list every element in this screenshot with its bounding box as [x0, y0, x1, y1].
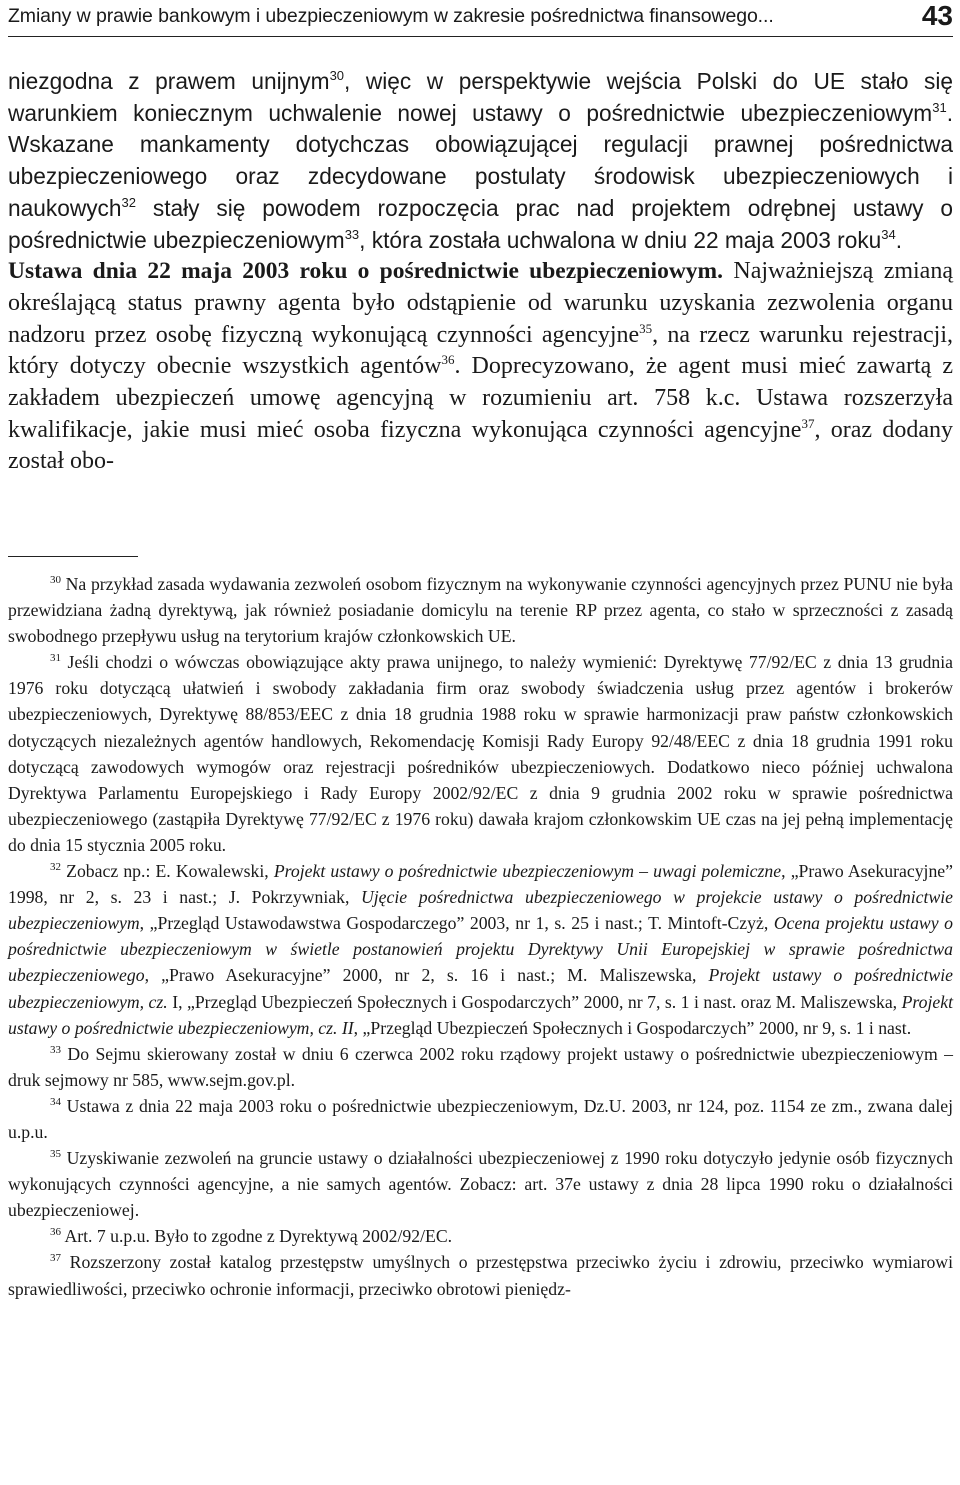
running-title: Zmiany w prawie bankowym i ubezpieczeniowym w zakresie pośrednictwa finansowego... — [8, 5, 774, 27]
footnote-number: 30 — [50, 574, 61, 586]
cited-title: Ujęcie pośrednictwa ubezpieczeniowego w projekcie ustawy o pośrednictwie ubezpieczeniowym — [8, 887, 954, 934]
footnote-text: Na przykład zasada wydawania zezwoleń osobom fizycznym na wykonywanie czynności agencyjnych przez PUNU nie była przewidziana żadną dyrektywą, jak również posiadanie domicylu na terenie RP przez agenta, co stało w sprzeczności z zasadą swobodnego przepływu usług na terytorium krajów członkowskich UE. — [8, 574, 953, 647]
footnote-35 — [8, 1145, 953, 1223]
text-run: , która została uchwalona w dniu 22 maja 2003 roku — [359, 226, 882, 253]
page-number: 43 — [921, 0, 953, 31]
footnote-32 — [8, 858, 953, 1041]
footnote-number: 37 — [50, 1252, 61, 1265]
footnote-text: Jeśli chodzi o wówczas obowiązujące akty prawa unijnego, to należy wymienić: Dyrektywę 77/92/EC z dnia 13 grudnia 1976 roku dotyczącą ułatwień i swobody zakładania firm oraz swobody świadczenia usług przez agentów i brokerów ubezpieczeniowych, Dyrektywę 88/853/EEC z dnia 18 grudnia 1988 roku w sprawie harmonizacji praw państw członkowskich dotyczących niezależnych agentów handlowych, Rekomendację Komisji Rady Europy 92/48/EEC z dnia 18 grudnia 1991 roku dotyczącą zawodowych wymogów oraz rejestracji pośredników ubezpieczeniowych. Dodatkowo nieco później uchwalona Dyrektywa Parlamentu Europejskiego i Rady Europy 2002/92/EC z dnia 9 grudnia 2002 roku w sprawie pośrednictwa ubezpieczeniowego (zastąpiła Dyrektywę 77/92/EC z 1976 roku) dawała krajom członkowskim UE czas na jej pełną implementację do dnia 15 stycznia 2005 roku. — [8, 652, 953, 855]
footnote-ref-36[interactable]: 36 — [441, 352, 455, 368]
footnote-text: Zobacz np.: E. Kowalewski, — [61, 861, 274, 882]
footnote-ref-31[interactable]: 31 — [932, 99, 947, 115]
main-text — [8, 66, 953, 478]
text-run: . Doprecyzowano, że agent musi mieć zawartą z zakładem ubezpieczeń umowę agencyjną w rozumieniu art. 758 k.c. Ustawa rozszerzyła kwalifikacje, jakie musi mieć osoba fizyczna wykonująca czynności agencyjne — [8, 353, 953, 443]
footnote-text: Ustawa z dnia 22 maja 2003 roku o pośrednictwie ubezpieczeniowym, Dz.U. 2003, nr 124, poz. 1154 ze zm., zwana dalej u.p.u. — [8, 1095, 953, 1142]
document-page — [8, 0, 953, 1485]
cited-title: Projekt ustawy o pośrednictwie ubezpieczeniowym, cz. — [8, 965, 953, 1012]
footnote-text: , „Przegląd Ustawodawstwa Gospodarczego” 2003, nr 1, s. 25 i nast.; T. Mintoft-Czyż, — [139, 913, 774, 934]
footnote-36 — [8, 1223, 953, 1249]
footnotes — [8, 571, 953, 1302]
footnote-ref-33[interactable]: 33 — [344, 226, 360, 242]
text-run: Najważniejszą zmianą określającą status prawny agenta było odstąpienie od warunku uzyskania zezwolenia organu nadzoru przez osobę fizyczną wykonującą czynności agencyjne — [8, 258, 953, 348]
footnote-separator — [8, 556, 138, 557]
text-run: stały się powodem rozpoczęcia prac nad projektem odrębnej ustawy o pośrednictwie ubezpieczeniowym — [8, 194, 953, 253]
footnote-ref-34[interactable]: 34 — [881, 226, 896, 242]
footnote-text: Rozszerzony został katalog przestępstw umyślnych o przestępstwa przeciwko życiu i zdrowiu, przeciwko wymiarowi sprawiedliwości, przeciwko ochronie informacji, przeciwko obrotowi pieniędz- — [8, 1252, 953, 1299]
footnote-ref-37[interactable]: 37 — [801, 415, 815, 431]
footnote-number: 34 — [50, 1095, 61, 1108]
footnote-ref-32[interactable]: 32 — [121, 194, 136, 210]
footnote-37 — [8, 1249, 953, 1301]
footnote-text: , „Prawo Asekuracyjne” 2000, nr 2, s. 16 i nast.; M. Maliszewska, — [144, 965, 709, 986]
footnote-number: 32 — [50, 861, 61, 874]
footnote-ref-35[interactable]: 35 — [639, 320, 653, 336]
section-heading: Ustawa dnia 22 maja 2003 roku o pośrednictwie ubezpieczeniowym. — [8, 258, 724, 285]
footnote-30 — [8, 571, 953, 649]
footnote-number: 31 — [50, 652, 61, 665]
paragraph-1 — [8, 66, 953, 256]
cited-title: Projekt ustawy o pośrednictwie ubezpieczeniowym – uwagi polemiczne — [273, 861, 782, 882]
footnote-number: 35 — [50, 1148, 61, 1161]
cited-title: Projekt ustawy o pośrednictwie ubezpieczeniowym, cz. II — [8, 991, 953, 1038]
text-run: . Wskazane mankamenty dotychczas obowiązującej regulacji prawnej pośrednictwa ubezpieczeniowego oraz zdecydowane postulaty środowisk ubezpieczeniowych i naukowych — [8, 99, 953, 221]
text-run: , więc w perspektywie wejścia Polski do UE stało się warunkiem koniecznym uchwalenie nowej ustawy o pośrednictwie ubezpieczeniowym — [8, 68, 953, 126]
cited-title: Ocena projektu ustawy o pośrednictwie ubezpieczeniowym w świetle postanowień projektu Dyrektywy Unii Europejskiej w sprawie pośrednictwa ubezpieczeniowego — [8, 913, 953, 986]
text-run: , na rzecz warunku rejestracji, który dotyczy obecnie wszystkich agentów — [8, 321, 953, 380]
footnote-31 — [8, 649, 953, 858]
text-run: niezgodna z prawem unijnym — [8, 68, 330, 94]
footnote-text: Art. 7 u.p.u. Było to zgodne z Dyrektywą 2002/92/EC. — [61, 1226, 453, 1247]
text-run: , oraz dodany został obo- — [8, 416, 953, 475]
footnote-text: Uzyskiwanie zezwoleń na gruncie ustawy o działalności ubezpieczeniowej z 1990 roku dotyczyło jedynie osób fizycznych wykonujących czynności agencyjne, a nie samych agentów. Zobacz: art. 37e ustawy z dnia 28 lipca 1990 roku o działalności ubezpieczeniowej. — [8, 1148, 953, 1221]
paragraph-2 — [8, 256, 953, 478]
footnote-text: , „Przegląd Ubezpieczeń Społecznych i Gospodarczych” 2000, nr 9, s. 1 i nast. — [353, 1017, 912, 1038]
footnote-text: , „Prawo Asekuracyjne” 1998, nr 2, s. 23 i nast.; J. Pokrzywniak, — [8, 861, 953, 908]
footnote-ref-30[interactable]: 30 — [329, 68, 345, 83]
footnote-34 — [8, 1093, 953, 1145]
running-header — [8, 2, 953, 37]
footnote-number: 36 — [50, 1226, 61, 1239]
text-run: . — [895, 226, 903, 253]
footnote-text: Do Sejmu skierowany został w dniu 6 czerwca 2002 roku rządowy projekt ustawy o pośrednictwie ubezpieczeniowym – druk sejmowy nr 585, www.sejm.gov.pl. — [8, 1043, 953, 1090]
footnote-text: I, „Przegląd Ubezpieczeń Społecznych i Gospodarczych” 2000, nr 7, s. 1 i nast. oraz M. Maliszewska, — [167, 991, 902, 1012]
footnote-number: 33 — [50, 1043, 61, 1056]
footnote-33 — [8, 1041, 953, 1093]
